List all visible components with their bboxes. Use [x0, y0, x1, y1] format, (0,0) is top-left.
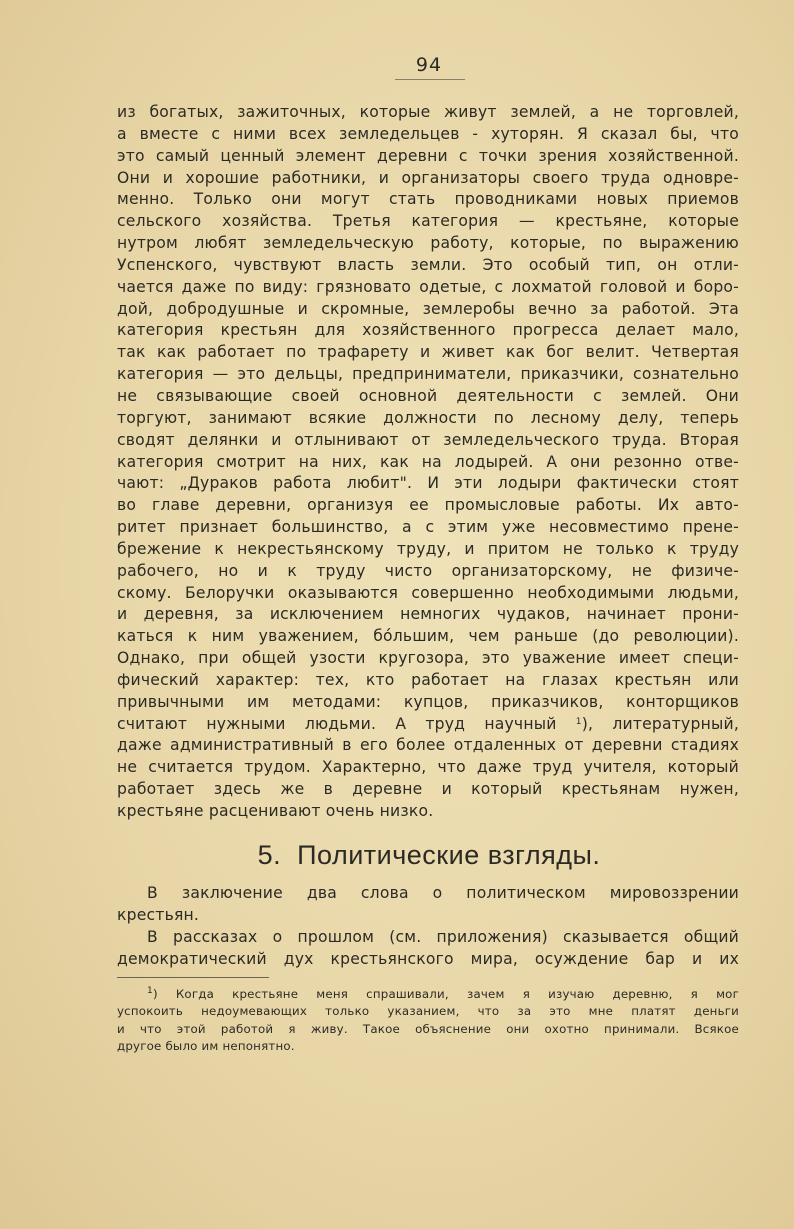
text-line: категория — это дельцы, предприниматели, приказчики, сознательно: [117, 365, 739, 384]
section-title: Политические взгляды.: [297, 840, 601, 870]
section-number: 5.: [257, 840, 282, 870]
text-line: сводят делянки и отлынивают от земледельческого труда. Вторая: [117, 430, 739, 449]
footnote-line: и что этой работой я живу. Такое объяснение они охотно принимали. Всякое: [117, 1021, 739, 1036]
footnote-reference: 1: [575, 716, 582, 727]
footnote-line: [117, 986, 739, 1003]
section-heading: [0, 840, 794, 871]
text-line: В рассказах о прошлом (см. приложения) сказывается общий: [147, 927, 739, 946]
text-line: торгуют, занимают всякие должности по лесному делу, теперь: [117, 408, 739, 427]
text-line: чают: „Дураков работа любит". И эти лодыри фактически стоят: [117, 474, 739, 493]
text-line: привычными им методами: купцов, приказчиков, конторщиков: [117, 692, 739, 711]
text-line: нутром любят земледельческую работу, которые, по выражению: [117, 234, 739, 253]
text-line: категория смотрит на них, как на лодырей. А они резонно отве-: [117, 452, 739, 471]
text-line: дой, добродушные и скромные, землеробы вечно за работой. Эта: [117, 299, 739, 318]
text-line: чается даже по виду: грязновато одетые, с лохматой головой и боро-: [117, 277, 739, 296]
text-line: во главе деревни, организуя ее промысловые работы. Их авто-: [117, 496, 739, 515]
footnote: [117, 986, 739, 1056]
text-fragment: ), литературный,: [581, 714, 739, 733]
footnote-line: другое было им непонятно.: [117, 1039, 295, 1054]
footnote-divider: [117, 977, 269, 978]
text-line: категория крестьян для хозяйственного прогресса делает мало,: [117, 321, 739, 340]
page-number-rule: [395, 79, 465, 80]
text-line: каться к ним уважением, бо́льшим, чем раньше (до революции).: [117, 627, 739, 646]
body-paragraph: [117, 102, 739, 823]
text-fragment: считают нужными людьми. А труд научный: [117, 714, 557, 733]
text-line: даже административный в его более отдаленных от деревни стадиях: [117, 736, 739, 755]
text-line: не связывающие своей основной деятельности с землей. Они: [117, 386, 739, 405]
section-paragraph: [117, 883, 739, 970]
text-line: менно. Только они могут стать проводниками новых приемов: [117, 190, 739, 209]
text-line: рабочего, но и к труду чисто организаторскому, не физиче-: [117, 561, 739, 580]
text-line: ритет признает большинство, а с этим уже несовместимо пренe-: [117, 518, 739, 537]
text-line: брежение к некрестьянскому труду, и притом не только к труду: [117, 539, 739, 558]
text-line: крестьян.: [117, 905, 200, 924]
footnote-marker: 1: [147, 986, 153, 996]
text-line: сельского хозяйства. Третья категория — крестьяне, которые: [117, 212, 739, 231]
page-number: 94: [415, 54, 443, 76]
text-line: это самый ценный элемент деревни с точки зрения хозяйственной.: [117, 146, 739, 165]
text-line: так как работает по трафарету и живет как бог велит. Четвертая: [117, 343, 739, 362]
text-line: а вместе с ними всех земледельцев - хуторян. Я сказал бы, что: [117, 124, 739, 143]
text-line: крестьяне расценивают очень низко.: [117, 802, 434, 820]
text-line: Однако, при общей узости кругозора, это уважение имеет специ-: [117, 649, 739, 668]
text-line: фический характер: тех, кто работает на глазах крестьян или: [117, 670, 739, 689]
text-line: не считается трудом. Характерно, что даже труд учителя, который: [117, 758, 739, 777]
footnote-line: успокоить недоумевающих только указанием, что за это мне платят деньги: [117, 1004, 739, 1019]
text-line: и деревня, за исключением немногих чудаков, начинает прони-: [117, 605, 739, 624]
text-line: демократический дух крестьянского мира, осуждение бар и их: [117, 949, 739, 968]
text-line-with-footnote-ref: [117, 714, 739, 736]
text-line: из богатых, зажиточных, которые живут землей, а не торговлей,: [117, 103, 739, 121]
text-line: Они и хорошие работники, и организаторы своего труда одновре-: [117, 168, 739, 187]
text-line: скому. Белоручки оказываются совершенно необходимыми людьми,: [117, 583, 739, 602]
footnote-text: ) Когда крестьяне меня спрашивали, зачем я изучаю деревню, я мог: [152, 987, 739, 1001]
text-line: В заключение два слова о политическом мировоззрении: [147, 884, 739, 902]
text-line: работает здесь же в деревне и который крестьянам нужен,: [117, 780, 739, 799]
text-line: Успенского, чувствуют власть земли. Это особый тип, он отли-: [117, 255, 739, 274]
